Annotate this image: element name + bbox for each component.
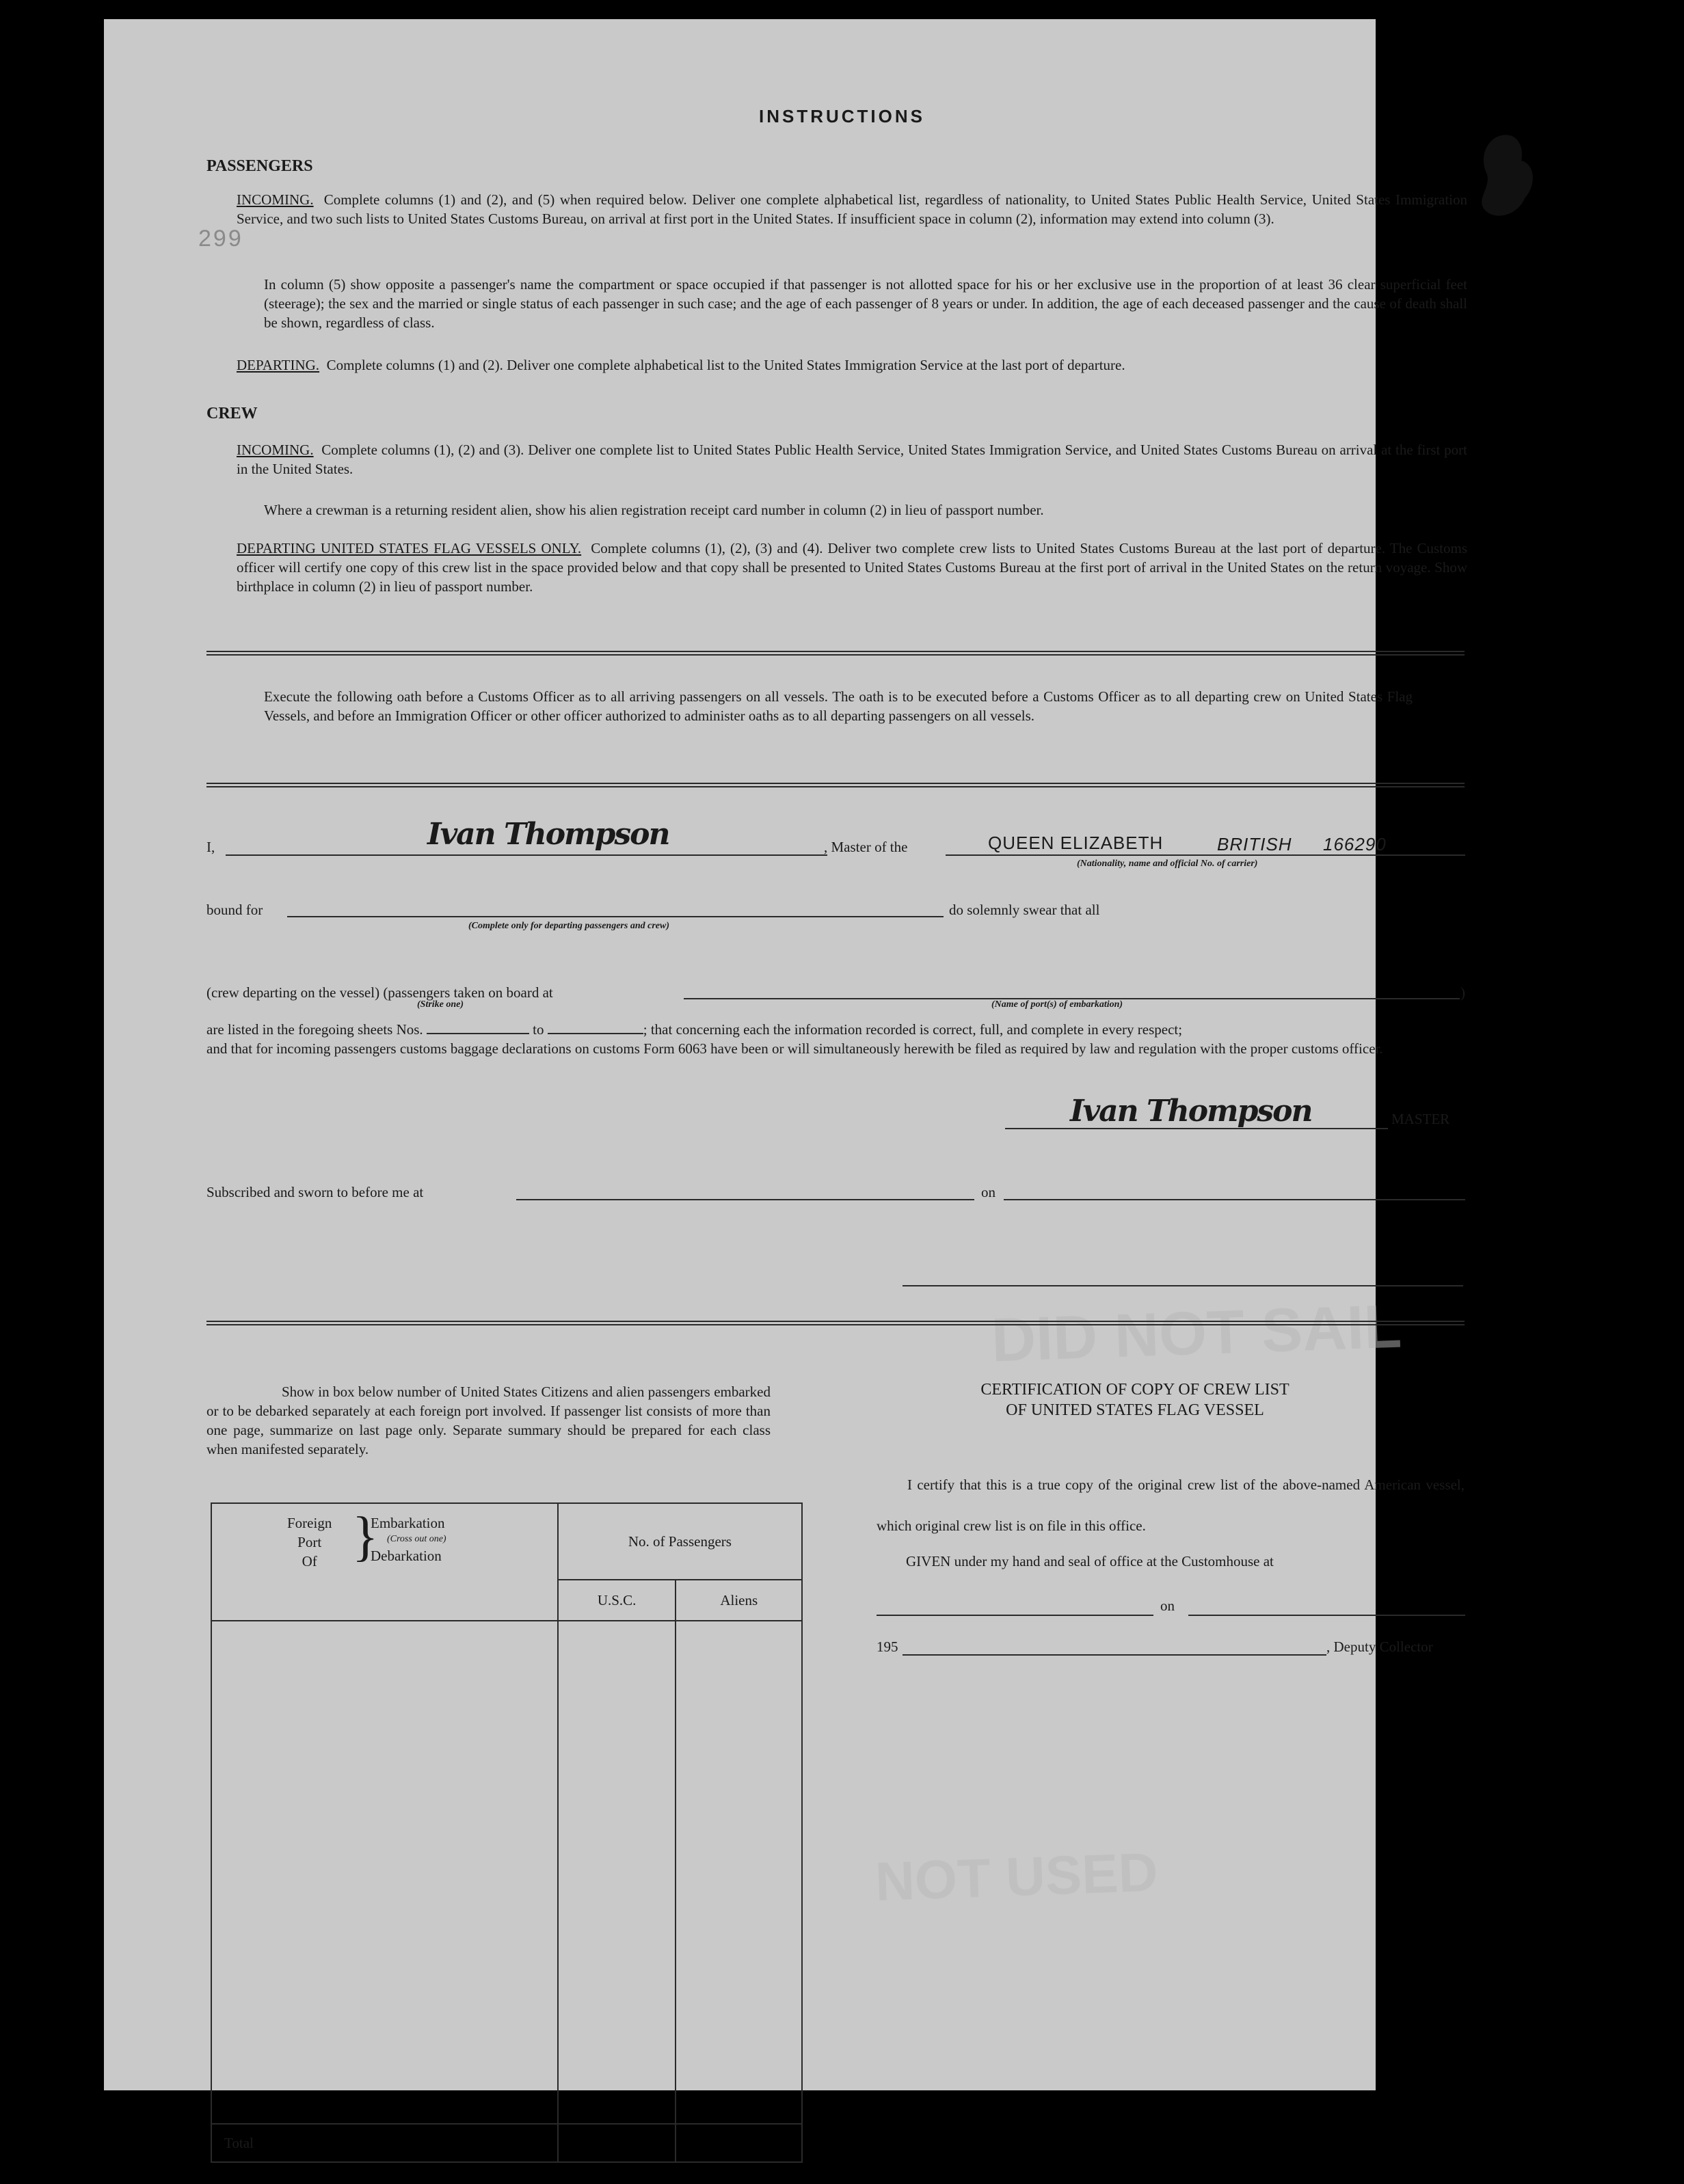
col-of: Of xyxy=(302,1553,317,1569)
close-paren: ) xyxy=(1460,984,1465,1001)
sheets-to-field[interactable] xyxy=(548,1033,643,1034)
swear-label: do solemnly swear that all xyxy=(949,902,1100,918)
usc-entries-cell[interactable] xyxy=(558,1621,676,2124)
aliens-header: Aliens xyxy=(676,1580,802,1621)
deputy-sign-line[interactable] xyxy=(903,1654,1326,1656)
sheets-label: are listed in the foregoing sheets Nos. xyxy=(206,1021,423,1038)
crew-incoming-paragraph xyxy=(237,440,1467,478)
customhouse-line[interactable] xyxy=(877,1615,1153,1616)
port-entries-cell[interactable] xyxy=(211,1621,558,2124)
bound-for-line[interactable] xyxy=(287,916,944,917)
oath-i-label: I, xyxy=(206,839,215,855)
col-debarkation: Debarkation xyxy=(371,1548,442,1564)
crew-departing-paragraph xyxy=(237,539,1467,596)
passengers-incoming-paragraph xyxy=(237,190,1467,228)
officer-sign-line[interactable] xyxy=(903,1285,1463,1286)
passengers-heading: PASSENGERS xyxy=(206,157,313,175)
given-label: GIVEN under my hand and seal of office at the Customhouse at xyxy=(906,1553,1274,1569)
master-of-label: , Master of the xyxy=(824,839,908,855)
deputy-collector-label: , Deputy Collector xyxy=(1326,1639,1433,1655)
brace-glyph: } xyxy=(352,1507,379,1567)
to-label: to xyxy=(533,1021,544,1038)
crew-alien-paragraph: Where a crewman is a returning resident alien, show his alien registration receipt card number in column (2) in lieu of passport number. xyxy=(264,502,1044,518)
crew-incoming-text: Complete columns (1), (2) and (3). Deliver one complete list to United States Public Health Service, United States Immigration Service, and United States Customs Bureau on arrival at the first port in the United States. xyxy=(237,442,1468,477)
certification-title xyxy=(838,1379,1432,1420)
page-number: 299 xyxy=(198,226,243,252)
master-name-line xyxy=(226,854,827,856)
oath-paragraph-2: and that for incoming passengers customs baggage declarations on customs Form 6063 have been or will simultaneously herewith be filed as required by law and regulation with the proper customs officer. xyxy=(206,1040,1383,1057)
subscribed-on-label: on xyxy=(981,1184,995,1200)
master-label: MASTER xyxy=(1391,1111,1450,1127)
sheets-from-field[interactable] xyxy=(427,1033,529,1034)
certification-date-line[interactable] xyxy=(1188,1615,1465,1616)
subscribed-date-line[interactable] xyxy=(1004,1199,1465,1200)
master-signature-2: Ivan Thompson xyxy=(1070,1094,1312,1129)
certification-on-label: on xyxy=(1160,1597,1175,1614)
ports-caption: (Name of port(s) of embarkation) xyxy=(991,999,1123,1010)
aliens-entries-cell[interactable] xyxy=(676,1621,802,2124)
col-port: Port xyxy=(297,1534,322,1550)
vessel-flag: BRITISH xyxy=(1217,834,1292,854)
usc-header: U.S.C. xyxy=(558,1580,676,1621)
passengers-departing-paragraph xyxy=(237,355,1467,375)
bound-for-caption: (Complete only for departing passengers and crew) xyxy=(468,921,669,931)
year-prefix: 195 xyxy=(877,1639,898,1655)
subscribed-place-line[interactable] xyxy=(516,1199,974,1200)
bleed-through-stamp: DID NOT SAIL xyxy=(990,1292,1403,1375)
certification-text: I certify that this is a true copy of the original crew list of the above-named American vessel, which original crew list is on file in this office. xyxy=(877,1477,1465,1534)
col-foreign: Foreign xyxy=(287,1515,332,1531)
section-divider xyxy=(206,1321,1465,1325)
oath-intro: Execute the following oath before a Customs Officer as to all arriving passengers on all vessels. The oath is to be executed before a Customs Officer as to all departing crew on United States Flag Vessels, and before an Immigration Officer or other officer authorized to administer oaths as to all departing passengers on all vessels. xyxy=(264,688,1413,724)
total-usc-cell[interactable] xyxy=(558,2124,676,2162)
certification-title-line2: OF UNITED STATES FLAG VESSEL xyxy=(1006,1401,1264,1419)
crew-passengers-label: (crew departing on the vessel) (passengers taken on board at xyxy=(206,984,553,1001)
ink-blot-mark xyxy=(1477,130,1538,226)
crew-departing-label: DEPARTING UNITED STATES FLAG VESSELS ONLY. xyxy=(237,540,582,556)
subscribed-label: Subscribed and sworn to before me at xyxy=(206,1184,424,1200)
bound-for-label: bound for xyxy=(206,902,263,918)
page-title: INSTRUCTIONS xyxy=(759,106,925,126)
passengers-incoming-label: INCOMING. xyxy=(237,191,314,208)
total-aliens-cell[interactable] xyxy=(676,2124,802,2162)
port-header-cell xyxy=(211,1503,558,1621)
col-embarkation: Embarkation xyxy=(371,1515,445,1531)
vessel-name: QUEEN ELIZABETH xyxy=(988,833,1164,853)
section-divider xyxy=(206,783,1465,787)
vessel-line[interactable] xyxy=(946,854,1465,856)
sheets-line xyxy=(206,1020,1468,1039)
summary-instructions: Show in box below number of United States Citizens and alien passengers embarked or to be debarked separately at each foreign port involved. If passenger list consists of more than one page, summarize on last page only. Separate summary should be prepared for each class when manifested separately. xyxy=(206,1384,771,1457)
vessel-caption: (Nationality, name and official No. of carrier) xyxy=(1077,859,1258,869)
passengers-departing-text: Complete columns (1) and (2). Deliver one complete alphabetical list to the United States Immigration Service at the last port of departure. xyxy=(326,357,1125,373)
strike-caption: (Strike one) xyxy=(417,999,464,1010)
sheets-rest: ; that concerning each the information recorded is correct, full, and complete in every respect; xyxy=(643,1021,1183,1038)
passenger-summary-table xyxy=(211,1502,803,2163)
vessel-number: 166290 xyxy=(1323,834,1387,854)
crew-departing-text: Complete columns (1), (2), (3) and (4). Deliver two complete crew lists to United States Customs Bureau at the last port of departure. The Customs officer will certify one copy of this crew list in the space provided below and that copy shall be presented to United States Customs Bureau at the first port of arrival in the United States on the return voyage. Show birthplace in column (2) in lieu of passport number. xyxy=(237,540,1468,595)
passengers-column5-paragraph: In column (5) show opposite a passenger's name the compartment or space occupied if that passenger is not allotted space for his or her exclusive use in the proportion of at least 36 clear superficial feet (steerage); the sex and the married or single status of each passenger in such case; and the age of each passenger of 8 years or under. In addition, the age of each deceased passenger and the cause of death shall be shown, regardless of class. xyxy=(264,276,1467,331)
section-divider xyxy=(206,651,1465,656)
no-passengers-header: No. of Passengers xyxy=(558,1503,802,1580)
certification-title-line1: CERTIFICATION OF COPY OF CREW LIST xyxy=(980,1381,1289,1399)
master-sign-line xyxy=(1005,1128,1388,1129)
col-crossout: (Cross out one) xyxy=(387,1534,446,1544)
master-signature: Ivan Thompson xyxy=(427,817,669,852)
passengers-incoming-text: Complete columns (1) and (2), and (5) when required below. Deliver one complete alphabetical list, regardless of nationality, to United States Public Health Service, United States Immigration Service, and two such lists to United States Customs Bureau, on arrival at first port in the United States. If insufficient space in column (2), information may extend into column (3). xyxy=(237,191,1468,227)
crew-heading: CREW xyxy=(206,405,258,422)
total-label: Total xyxy=(211,2124,558,2162)
passengers-departing-label: DEPARTING. xyxy=(237,357,320,373)
bleed-through-stamp-2: NOT USED xyxy=(874,1841,1159,1913)
crew-incoming-label: INCOMING. xyxy=(237,442,314,458)
